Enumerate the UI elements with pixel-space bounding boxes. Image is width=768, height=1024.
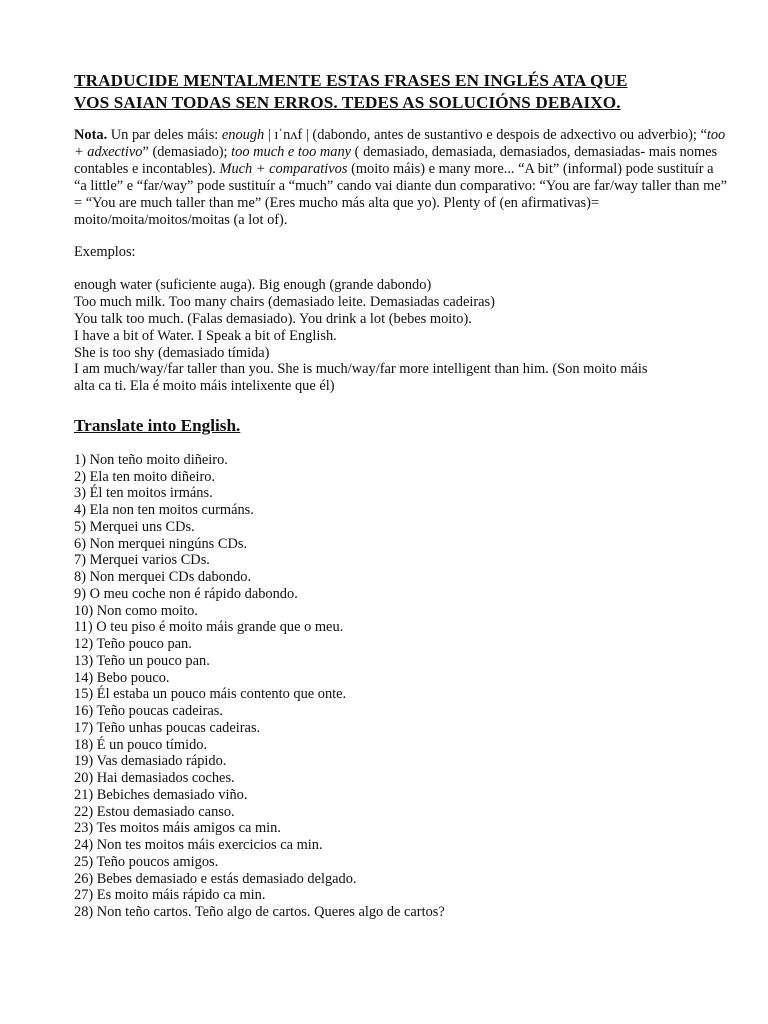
exercise-item: 28) Non teño cartos. Teño algo de cartos. Queres algo de cartos? <box>74 904 445 921</box>
exercise-item: 20) Hai demasiados coches. <box>74 770 235 787</box>
exercise-item: 12) Teño pouco pan. <box>74 636 192 653</box>
note-text-2: (dabondo, antes de sustantivo e despois de adxectivo ou adverbio); “ <box>312 127 707 143</box>
exercise-item: 27) Es moito máis rápido ca min. <box>74 887 266 904</box>
exercise-item: 18) É un pouco tímido. <box>74 736 208 753</box>
example-line: I am much/way/far taller than you. She is much/way/far more intelligent than him. (Son moito máis <box>74 361 648 378</box>
exercise-item: 13) Teño un pouco pan. <box>74 652 210 669</box>
example-line: You talk too much. (Falas demasiado). You drink a lot (bebes moito). <box>74 310 472 327</box>
example-line: I have a bit of Water. I Speak a bit of English. <box>74 327 337 344</box>
exercise-list <box>74 452 728 921</box>
note-too-much: too much e too many <box>231 143 352 160</box>
title-line-2: VOS SAIAN TODAS SEN ERROS. TEDES AS SOLUCIÓNS DEBAIXO. <box>74 93 621 112</box>
exercise-item: 8) Non merquei CDs dabondo. <box>74 569 252 586</box>
exercise-item: 6) Non merquei ningúns CDs. <box>74 535 248 552</box>
exercise-item: 19) Vas demasiado rápido. <box>74 753 227 770</box>
example-line: enough water (suficiente auga). Big enough (grande dabondo) <box>74 277 432 294</box>
exercise-item: 26) Bebes demasiado e estás demasiado delgado. <box>74 870 357 887</box>
exercise-item: 24) Non tes moitos máis exercicios ca min. <box>74 837 323 854</box>
note-text-3: ” (demasiado); <box>142 143 232 160</box>
exercise-item: 25) Teño poucos amigos. <box>74 853 219 870</box>
examples-label: Exemplos: <box>74 244 136 261</box>
note-enough: enough <box>221 127 265 143</box>
exercise-item: 9) O meu coche non é rápido dabondo. <box>74 585 298 602</box>
example-line: alta ca ti. Ela é moito máis intelixente que él) <box>74 378 335 395</box>
note-text-5: (moito máis) e many more... “A bit” (informal) pode sustituír a “a little” e “far/way” pode sustituír a “much” cando vai diante dun comparativo: “You are far/way taller than me” = “You are much taller than me” (Eres mucho más alta que yo). Plenty of (en afirmativas)= moito/moita/moitos/moitas (a lot of). <box>74 160 728 228</box>
note-label: Nota. <box>74 127 108 143</box>
note-too-adj: too + adxectivo <box>74 127 726 160</box>
exercise-item: 1) Non teño moito diñeiro. <box>74 451 228 468</box>
exercise-item: 7) Merquei varios CDs. <box>74 552 210 569</box>
note-text-1: Un par deles máis: <box>107 127 222 143</box>
note-much-comp: Much + comparativos <box>219 160 348 177</box>
examples-list <box>74 277 728 395</box>
section-heading: Translate into English. <box>74 415 241 435</box>
page-title <box>74 70 728 114</box>
exercise-item: 4) Ela non ten moitos curmáns. <box>74 502 254 519</box>
example-line: Too much milk. Too many chairs (demasiado leite. Demasiadas cadeiras) <box>74 294 495 311</box>
exercise-item: 11) O teu piso é moito máis grande que o meu. <box>74 619 344 636</box>
exercise-item: 3) Él ten moitos irmáns. <box>74 485 213 502</box>
exercise-item: 22) Estou demasiado canso. <box>74 803 235 820</box>
exercise-item: 14) Bebo pouco. <box>74 669 170 686</box>
exercise-item: 21) Bebiches demasiado viño. <box>74 786 248 803</box>
exercise-item: 23) Tes moitos máis amigos ca min. <box>74 820 281 837</box>
note-ipa: | ɪˈnʌf | <box>264 127 313 143</box>
exercise-item: 15) Él estaba un pouco máis contento que onte. <box>74 686 347 703</box>
note-text-4: ( demasiado, demasiada, demasiados, demasiadas- mais nomes contables e incontables). <box>74 143 718 177</box>
note-paragraph <box>74 127 728 228</box>
exercise-item: 10) Non como moito. <box>74 602 198 619</box>
exercise-item: 16) Teño poucas cadeiras. <box>74 703 223 720</box>
exercise-item: 17) Teño unhas poucas cadeiras. <box>74 719 261 736</box>
title-line-1: TRADUCIDE MENTALMENTE ESTAS FRASES EN INGLÉS ATA QUE <box>74 71 628 90</box>
exercise-item: 2) Ela ten moito diñeiro. <box>74 468 216 485</box>
example-line: She is too shy (demasiado tímida) <box>74 344 270 361</box>
exercise-item: 5) Merquei uns CDs. <box>74 518 195 535</box>
